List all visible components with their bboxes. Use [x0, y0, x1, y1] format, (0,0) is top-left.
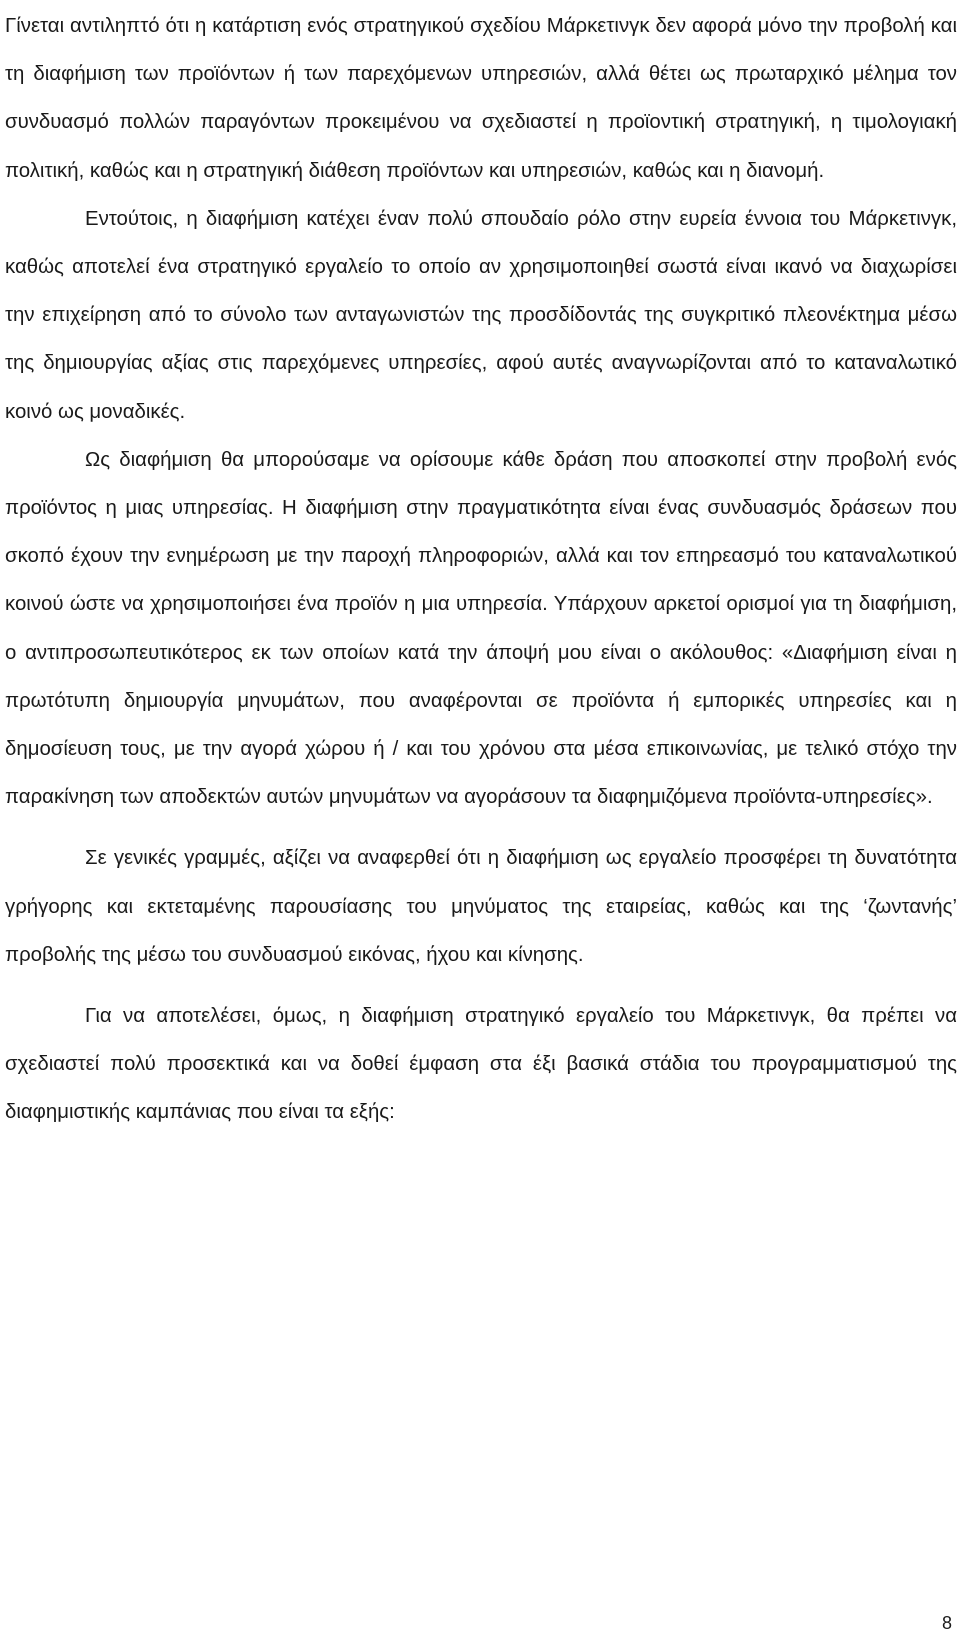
- paragraph-1: Γίνεται αντιληπτό ότι η κατάρτιση ενός στρατηγικού σχεδίου Μάρκετινγκ δεν αφορά μόνο την προβολή και τη διαφήμιση των προϊόντων ή των παρεχόμενων υπηρεσιών, αλλά θέτει ως πρωταρχικό μέλημα τον συνδυασμό πολλών παραγόντων προκειμένου να σχεδιαστεί η προϊοντική στρατηγική, η τιμολογιακή πολιτική, καθώς και η στρατηγική διάθεση προϊόντων και υπηρεσιών, καθώς και η διανομή.: [5, 15, 957, 182]
- document-body: [5, 2, 957, 1137]
- document-page: [5, 0, 957, 1647]
- page-number: 8: [941, 1613, 952, 1633]
- paragraph-3: Ως διαφήμιση θα μπορούσαμε να ορίσουμε κάθε δράση που αποσκοπεί στην προβολή ενός προϊόντος η μιας υπηρεσίας. Η διαφήμιση στην πραγματικότητα είναι ένας συνδυασμός δράσεων που σκοπό έχουν την ενημέρωση με την παροχή πληροφοριών, αλλά και τον επηρεασμό του καταναλωτικού κοινού ώστε να χρησιμοποιήσει ένα προϊόν η μια υπηρεσία. Υπάρχουν αρκετοί ορισμοί για τη διαφήμιση, ο αντιπροσωπευτικότερος εκ των οποίων κατά την άποψή μου είναι ο ακόλουθος: «Διαφήμιση είναι η πρωτότυπη δημιουργία μηνυμάτων, που αναφέρονται σε προϊόντα ή εμπορικές υπηρεσίες και η δημοσίευση τους, με την αγορά χώρου ή / και του χρόνου στα μέσα επικοινωνίας, με τελικό στόχο την παρακίνηση των αποδεκτών αυτών μηνυμάτων να αγοράσουν τα διαφημιζόμενα προϊόντα-υπηρεσίες».: [5, 448, 957, 809]
- paragraph-4: Σε γενικές γραμμές, αξίζει να αναφερθεί ότι η διαφήμιση ως εργαλείο προσφέρει τη δυνατότητα γρήγορης και εκτεταμένης παρουσίασης του μηνύματος της εταιρείας, καθώς και της ‘ζωντανής’ προβολής της μέσω του συνδυασμού εικόνας, ήχου και κίνησης.: [5, 847, 957, 966]
- paragraph-2: Εντούτοις, η διαφήμιση κατέχει έναν πολύ σπουδαίο ρόλο στην ευρεία έννοια του Μάρκετινγκ, καθώς αποτελεί ένα στρατηγικό εργαλείο το οποίο αν χρησιμοποιηθεί σωστά είναι ικανό να διαχωρίσει την επιχείρηση από το σύνολο των ανταγωνιστών της προσδίδοντάς της συγκριτικό πλεονέκτημα μέσω της δημιουργίας αξίας στις παρεχόμενες υπηρεσίες, αφού αυτές αναγνωρίζονται από το καταναλωτικό κοινό ως μοναδικές.: [5, 207, 957, 423]
- paragraph-5: Για να αποτελέσει, όμως, η διαφήμιση στρατηγικό εργαλείο του Μάρκετινγκ, θα πρέπει να σχεδιαστεί πολύ προσεκτικά και να δοθεί έμφαση στα έξι βασικά στάδια του προγραμματισμού της διαφημιστικής καμπάνιας που είναι τα εξής:: [5, 1005, 957, 1124]
